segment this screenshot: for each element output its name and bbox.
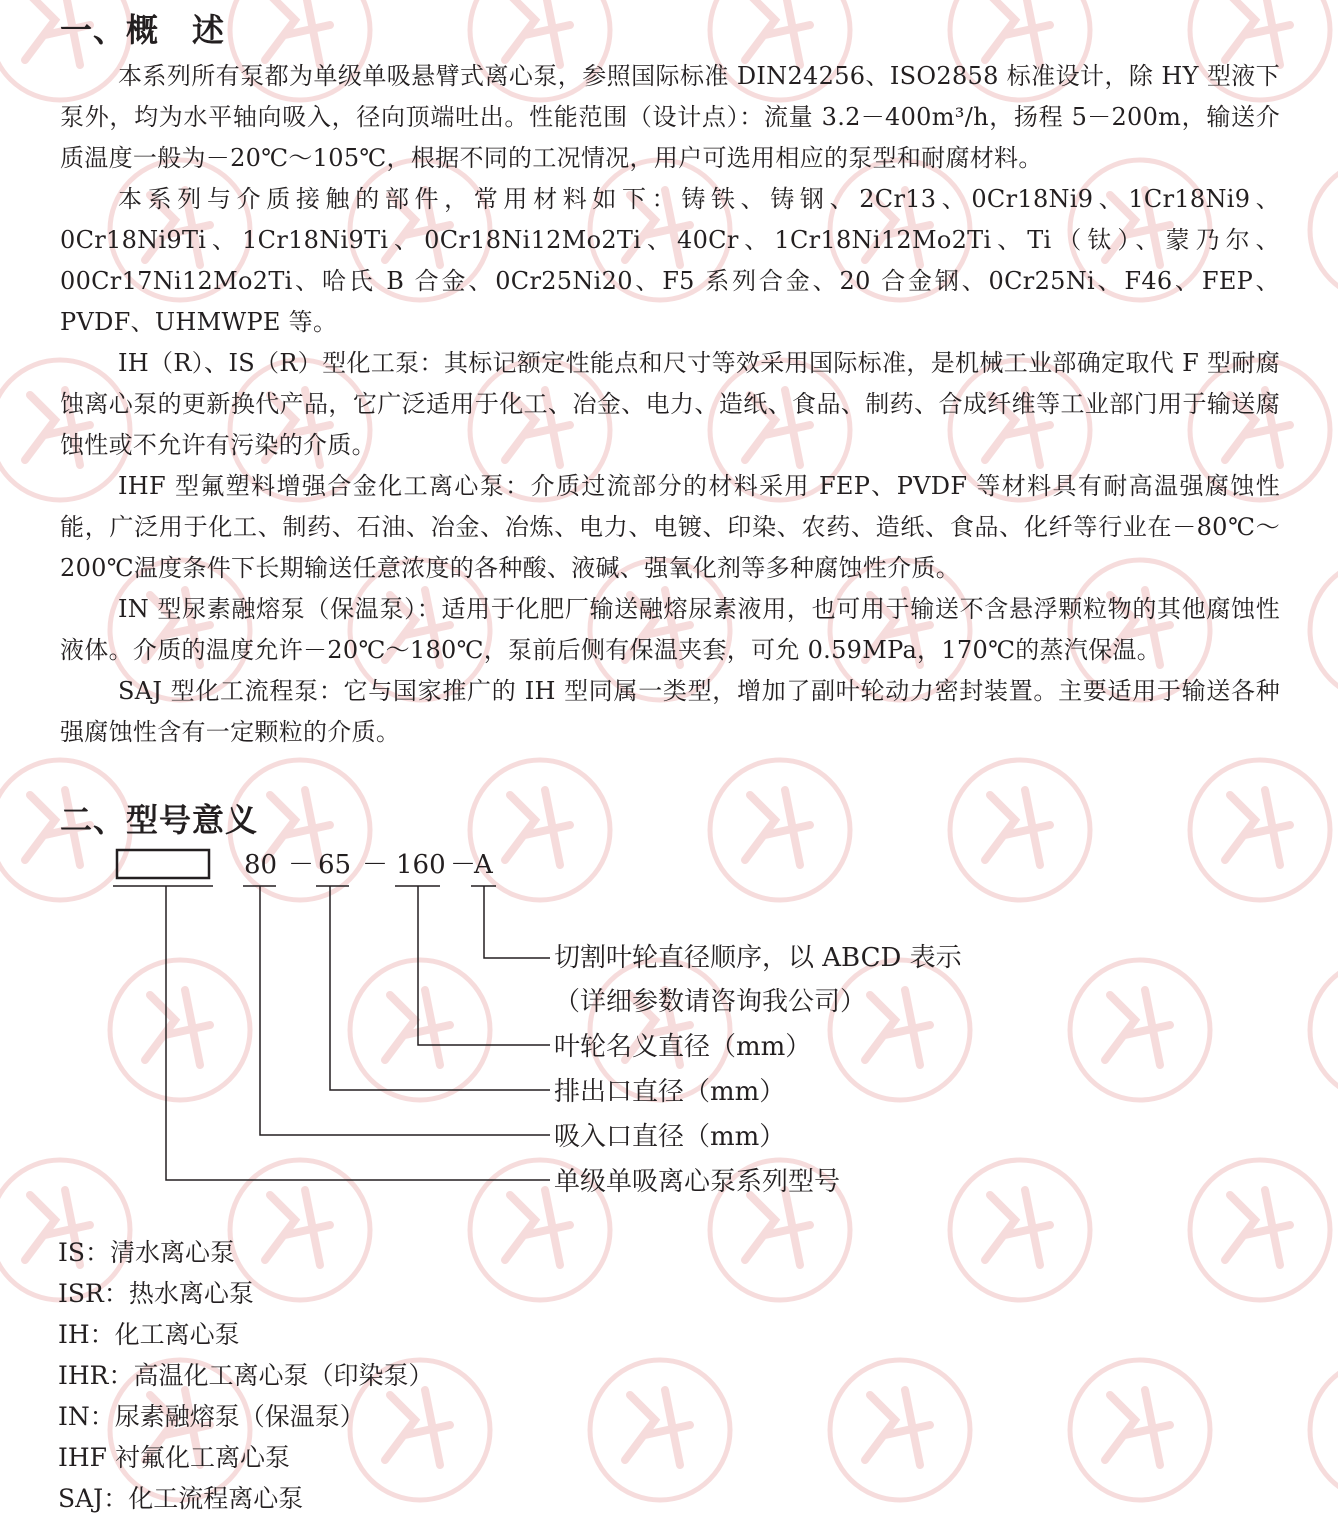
code-impeller-diameter: 160 (396, 850, 446, 880)
list-item: IH：化工离心泵 (58, 1320, 240, 1349)
desc-series-model: 单级单吸离心泵系列型号 (554, 1167, 841, 1197)
code-cut-sequence: A (474, 850, 493, 880)
list-item: IHR：高温化工离心泵（印染泵） (58, 1361, 434, 1390)
leader-line-a (484, 886, 550, 958)
desc-cut-sequence: 切割叶轮直径顺序，以 ABCD 表示 (554, 943, 962, 973)
overview-body (60, 56, 1280, 753)
code-dash: － (362, 850, 389, 880)
desc-inlet-diameter: 吸入口直径（mm） (554, 1122, 786, 1152)
paragraph: 本系列与介质接触的部件，常用材料如下：铸铁、铸钢、2Cr13、0Cr18Ni9、1Cr18Ni9、0Cr18Ni9Ti、1Cr18Ni9Ti、0Cr18Ni12Mo2Ti、40Cr、1Cr18Ni12Mo2Ti、Ti（钛）、蒙乃尔、00Cr17Ni12Mo2Ti、哈氏 B 合金、0Cr25Ni20、F5 系列合金、20 合金钢、0Cr25Ni、F46、FEP、PVDF、UHMWPE 等。 (60, 185, 1280, 336)
list-item: ISR：热水离心泵 (58, 1279, 254, 1308)
list-item: SAJ：化工流程离心泵 (58, 1484, 304, 1513)
code-dash: － (450, 850, 477, 880)
series-code-box (117, 850, 209, 878)
model-code-diagram (0, 840, 1338, 1220)
paragraph: 本系列所有泵都为单级单吸悬臂式离心泵，参照国际标准 DIN24256、ISO2858 标准设计，除 HY 型液下泵外，均为水平轴向吸入，径向顶端吐出。性能范围（设计点）：流量 3.2－400m³/h，扬程 5－200m，输送介质温度一般为－20℃～105℃，根据不同的工况情况，用户可选用相应的泵型和耐腐材料。 (60, 62, 1280, 172)
pump-type-list (58, 1232, 434, 1519)
code-inlet-diameter: 80 (244, 850, 278, 880)
leader-line-80 (260, 886, 550, 1135)
desc-outlet-diameter: 排出口直径（mm） (554, 1077, 786, 1107)
section-title-overview: 一、概 述 (60, 11, 226, 49)
desc-impeller-diameter: 叶轮名义直径（mm） (554, 1032, 812, 1062)
list-item: IN：尿素融熔泵（保温泵） (58, 1402, 365, 1431)
list-item: IS：清水离心泵 (58, 1238, 236, 1267)
code-outlet-diameter: 65 (318, 850, 352, 880)
code-dash: － (288, 850, 315, 880)
paragraph: IN 型尿素融熔泵（保温泵）：适用于化肥厂输送融熔尿素液用，也可用于输送不含悬浮颗粒物的其他腐蚀性液体。介质的温度允许－20℃～180℃，泵前后侧有保温夹套，可允 0.59MPa，170℃的蒸汽保温。 (60, 595, 1280, 664)
leader-line-series (166, 886, 550, 1180)
section-title-model-meaning: 二、型号意义 (60, 801, 259, 839)
leader-line-65 (330, 886, 550, 1090)
desc-contact-note: （详细参数请咨询我公司） (554, 987, 867, 1017)
list-item: IHF 衬氟化工离心泵 (58, 1443, 290, 1472)
paragraph: IH（R）、IS（R）型化工泵：其标记额定性能点和尺寸等效采用国际标准，是机械工业部确定取代 F 型耐腐蚀离心泵的更新换代产品，它广泛适用于化工、冶金、电力、造纸、食品、制药、合成纤维等工业部门用于输送腐蚀性或不允许有污染的介质。 (60, 349, 1280, 459)
paragraph: SAJ 型化工流程泵：它与国家推广的 IH 型同属一类型，增加了副叶轮动力密封装置。主要适用于输送各种强腐蚀性含有一定颗粒的介质。 (60, 677, 1280, 746)
paragraph: IHF 型氟塑料增强合金化工离心泵：介质过流部分的材料采用 FEP、PVDF 等材料具有耐高温强腐蚀性能，广泛用于化工、制药、石油、冶金、冶炼、电力、电镀、印染、农药、造纸、食品、化纤等行业在－80℃～200℃温度条件下长期输送任意浓度的各种酸、液碱、强氧化剂等多种腐蚀性介质。 (60, 472, 1280, 582)
